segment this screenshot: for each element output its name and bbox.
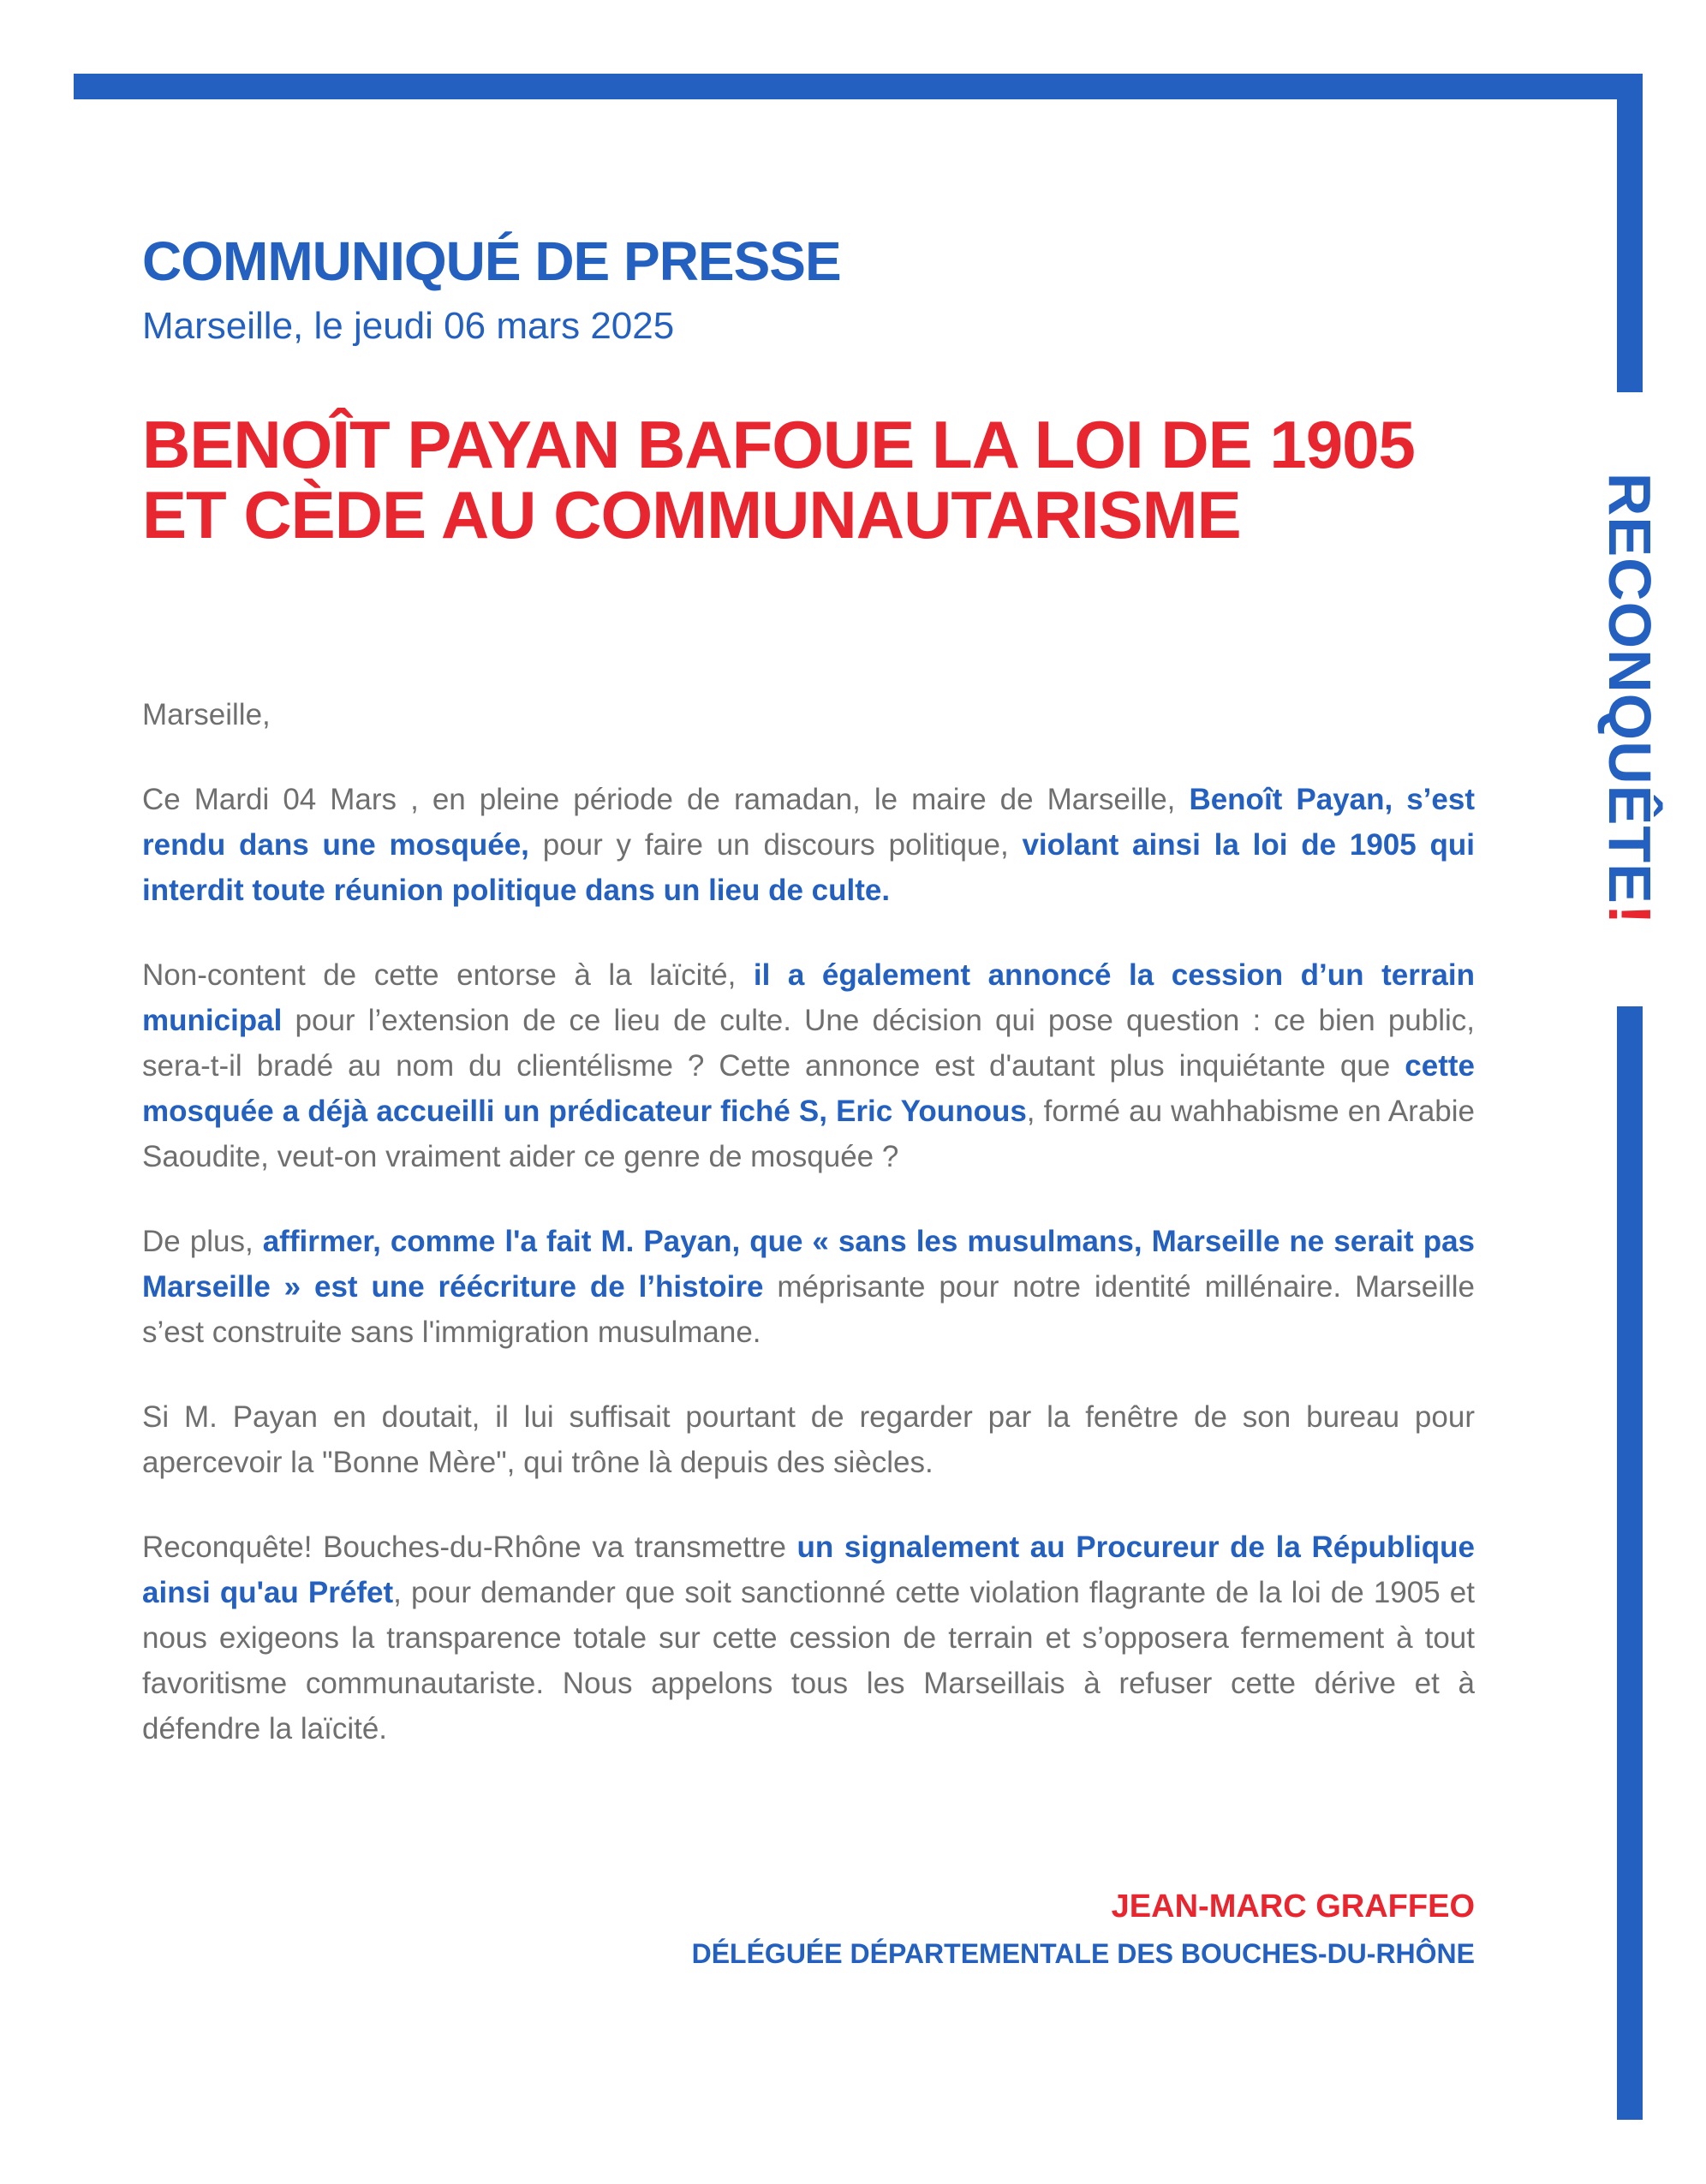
brand-name: RECONQUÊTE	[1596, 472, 1663, 904]
frame-right-bar-lower	[1617, 1006, 1643, 2120]
highlight: violant ainsi la loi de 1905 qui interdit toute réunion politique dans un lieu de culte.	[142, 828, 1475, 907]
paragraph-4: Si M. Payan en doutait, il lui suffisait pourtant de regarder par la fenêtre de son bureau pour apercevoir la "Bonne Mère", qui trône là depuis des siècles.	[142, 1400, 1475, 1479]
salutation: Marseille,	[142, 698, 271, 731]
signature-name: JEAN-MARC GRAFFEO	[1111, 1889, 1475, 1924]
highlight: cette mosquée a déjà accueilli un prédicateur fiché S, Eric Younous	[142, 1049, 1475, 1128]
signature-role: DÉLÉGUÉE DÉPARTEMENTALE DES BOUCHES-DU-RHÔNE	[691, 1938, 1475, 1969]
dateline: Marseille, le jeudi 06 mars 2025	[142, 305, 675, 347]
paragraph-5: Reconquête! Bouches-du-Rhône va transmettre un signalement au Procureur de la République ainsi qu'au Préfet, pour demander que soit sanctionné cette violation flagrante de la loi de 1905 et nous exigeons la transparence totale sur cette cession de terrain et s’opposera fermement à tout favoritisme communautariste. Nous appelons tous les Marseillais à refuser cette dérive et à défendre la laïcité.	[142, 1531, 1476, 1745]
brand-exclamation: !	[1596, 904, 1663, 926]
highlight: Benoît Payan, s’est rendu dans une mosquée,	[142, 783, 1475, 862]
highlight: un signalement au Procureur de la République ainsi qu'au Préfet	[142, 1531, 1475, 1609]
paragraph-1: Ce Mardi 04 Mars , en pleine période de ramadan, le maire de Marseille, Benoît Payan, s’est rendu dans une mosquée, pour y faire un discours politique, violant ainsi la loi de 1905 qui interdit toute réunion politique dans un lieu de culte.	[142, 783, 1475, 907]
paragraph-3: De plus, affirmer, comme l'a fait M. Payan, que « sans les musulmans, Marseille ne serait pas Marseille » est une réécriture de l’histoire méprisante pour notre identité millénaire. Marseille s’est construite sans l'immigration musulmane.	[142, 1225, 1475, 1349]
paragraph-2: Non-content de cette entorse à la laïcité, il a également annoncé la cession d’un terrain municipal pour l’extension de ce lieu de culte. Une décision qui pose question : ce bien public, sera-t-il bradé au nom du clientélisme ? Cette annonce est d'autant plus inquiétante que cette mosquée a déjà accueilli un prédicateur fiché S, Eric Younous, formé au wahhabisme en Arabie Saoudite, veut-on vraiment aider ce genre de mosquée ?	[142, 958, 1475, 1173]
body-text	[142, 692, 1475, 1791]
brand-logo	[1596, 472, 1663, 926]
highlight: affirmer, comme l'a fait M. Payan, que « sans les musulmans, Marseille ne serait pas Marseille » est une réécriture de l’histoire	[142, 1225, 1475, 1304]
press-release-kicker: COMMUNIQUÉ DE PRESSE	[142, 230, 841, 292]
headline: BENOÎT PAYAN BAFOUE LA LOI DE 1905 ET CÈDE AU COMMUNAUTARISME	[142, 407, 1415, 552]
frame-right-bar-upper	[1617, 74, 1643, 392]
highlight: il a également annoncé la cession d’un terrain municipal	[142, 958, 1475, 1037]
frame-top-bar	[74, 74, 1643, 99]
